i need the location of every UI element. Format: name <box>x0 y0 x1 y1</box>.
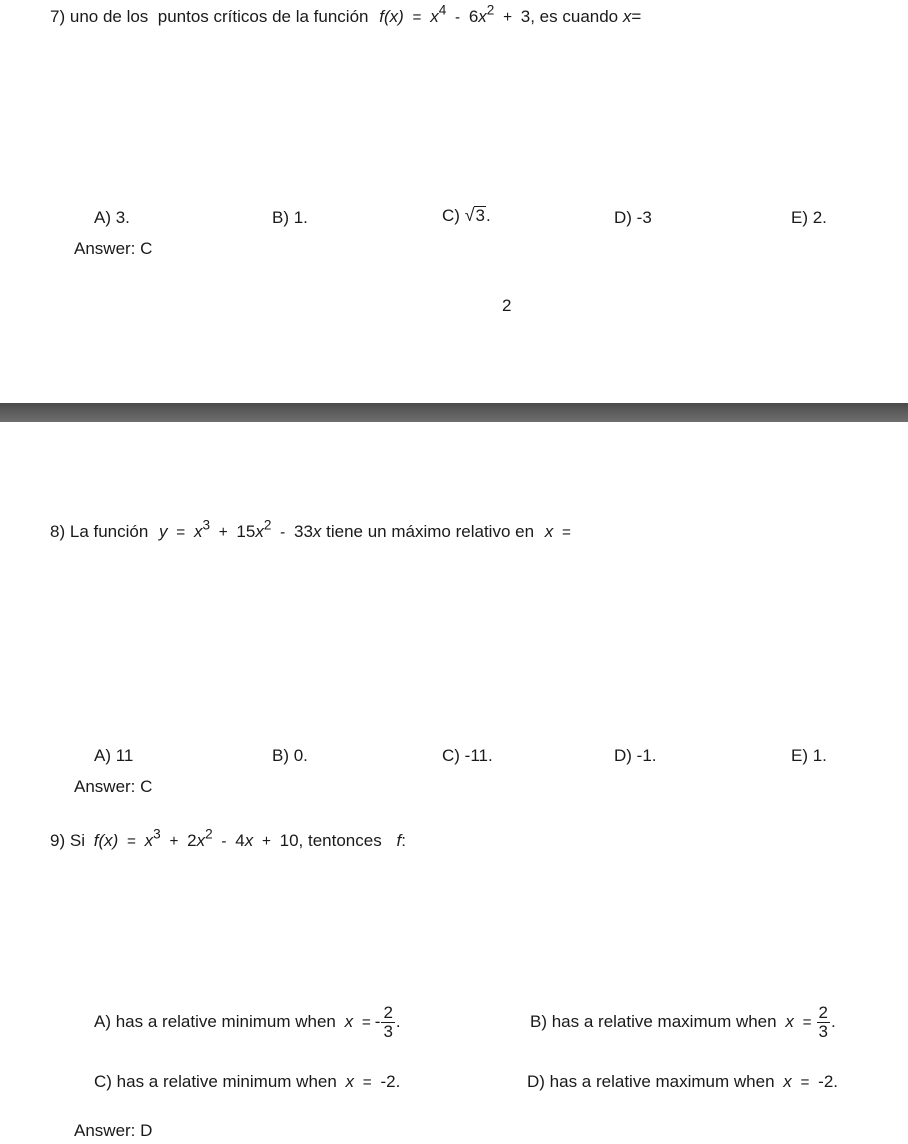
coefficient: 2 <box>187 831 197 850</box>
equals-sign: = <box>362 1074 372 1091</box>
term-x: x <box>430 7 439 26</box>
equals-sign: = <box>802 1013 812 1031</box>
minus-sign: - <box>454 9 461 26</box>
option-d <box>527 1072 838 1092</box>
option-a: A) 11 <box>94 746 134 765</box>
radicand: 3 <box>475 206 485 225</box>
question-7-tail-text: , es cuando <box>530 7 619 26</box>
question-8-tail-text: tiene un máximo relativo en <box>326 522 535 541</box>
plus-sign: + <box>503 9 513 26</box>
radical-sign: √ <box>464 205 475 225</box>
plus-sign: + <box>169 833 179 850</box>
variable-y: y <box>159 522 168 541</box>
option-a <box>94 1004 401 1041</box>
page-number: 2 <box>502 296 512 315</box>
plus-sign: + <box>218 524 228 541</box>
question-8-number: 8) <box>50 522 66 541</box>
option-c-period: . <box>485 206 491 225</box>
question-8-stem <box>50 517 575 542</box>
coefficient: 33 <box>293 522 313 541</box>
numerator: 2 <box>383 1003 393 1022</box>
term-x: x <box>244 831 254 850</box>
exponent: 2 <box>263 517 272 533</box>
function-name: f(x) <box>93 831 119 850</box>
exponent: 3 <box>153 826 161 842</box>
option-b <box>530 1004 836 1041</box>
question-9-stem <box>50 826 406 851</box>
equals-sign: = <box>176 524 186 541</box>
colon: : <box>401 831 406 850</box>
minus-sign: - <box>221 833 227 850</box>
option-c-value: -2. <box>380 1072 401 1091</box>
equals-sign: = <box>361 1013 371 1031</box>
variable-x: x <box>344 1011 354 1031</box>
function-name: f(x) <box>379 7 404 26</box>
question-9-number: 9) <box>50 831 66 850</box>
square-root <box>465 206 486 225</box>
option-c <box>442 206 491 226</box>
question-9-text: Si <box>69 831 85 850</box>
coefficient: 15 <box>236 522 256 541</box>
question-7-stem <box>50 2 642 27</box>
coefficient: 6 <box>468 7 479 26</box>
option-d-text: D) has a relative maximum when <box>527 1072 775 1091</box>
question-7-number: 7) <box>50 7 66 26</box>
fraction <box>381 1004 394 1041</box>
coefficient: 4 <box>235 831 245 850</box>
plus-sign: + <box>261 833 271 850</box>
option-e: E) 1. <box>791 746 827 765</box>
option-b: B) 0. <box>272 746 308 765</box>
equals-sign: = <box>412 9 422 26</box>
constant: 3 <box>520 7 531 26</box>
variable-x: x <box>544 522 554 541</box>
equals-sign: = <box>562 524 571 541</box>
term-x: x <box>312 522 322 541</box>
exponent: 2 <box>486 2 495 18</box>
question-8-text: La función <box>69 522 149 541</box>
function-f: f <box>396 831 402 850</box>
numerator: 2 <box>818 1003 828 1022</box>
period: . <box>830 1011 836 1031</box>
option-a-text: A) has a relative minimum when <box>94 1011 336 1031</box>
option-c-text: C) has a relative minimum when <box>94 1072 337 1091</box>
option-c-label: C) <box>442 206 460 225</box>
denominator: 3 <box>818 1021 828 1041</box>
page-separator <box>0 403 908 422</box>
option-d: D) -1. <box>614 746 657 765</box>
option-b-text: B) has a relative maximum when <box>530 1011 777 1031</box>
question-9-tail-text: , tentonces <box>298 831 382 850</box>
equals-sign: = <box>127 833 136 850</box>
term-x: x <box>196 831 206 850</box>
option-b: B) 1. <box>272 208 308 227</box>
option-e: E) 2. <box>791 208 827 227</box>
variable-x: x <box>345 1072 355 1091</box>
term-x: x <box>144 831 154 850</box>
option-c: C) -11. <box>442 746 493 765</box>
option-c <box>94 1072 400 1092</box>
equals-sign: = <box>631 7 642 26</box>
answer-8: Answer: C <box>74 777 153 796</box>
exponent: 3 <box>202 517 211 533</box>
variable-x: x <box>785 1011 794 1031</box>
variable-x: x <box>622 7 632 26</box>
term-x: x <box>193 522 203 541</box>
denominator: 3 <box>383 1021 393 1041</box>
answer-7: Answer: C <box>74 239 153 258</box>
exponent: 4 <box>438 2 447 18</box>
term-x: x <box>478 7 487 26</box>
fraction <box>817 1004 830 1041</box>
question-7-text: uno de los puntos críticos de la función <box>69 7 369 26</box>
variable-x: x <box>783 1072 792 1091</box>
exponent: 2 <box>205 826 213 842</box>
minus-sign: - <box>374 1011 381 1031</box>
answer-9: Answer: D <box>74 1121 153 1140</box>
option-d: D) -3 <box>614 208 652 227</box>
constant: 10 <box>279 831 299 850</box>
equals-sign: = <box>800 1074 810 1091</box>
option-d-value: -2. <box>818 1072 839 1091</box>
period: . <box>395 1011 401 1031</box>
term-x: x <box>255 522 264 541</box>
minus-sign: - <box>280 524 286 541</box>
option-a: A) 3. <box>94 208 130 227</box>
